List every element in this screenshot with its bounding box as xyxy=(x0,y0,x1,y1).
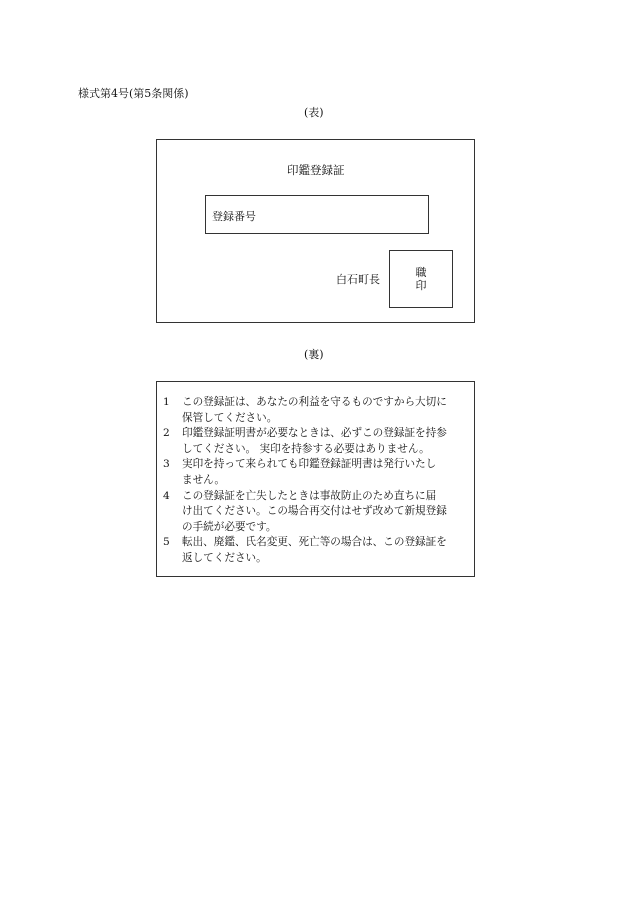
registration-card-front xyxy=(156,139,475,323)
note-number: 3 xyxy=(163,458,170,471)
note-text: この登録証は、あなたの利益を守るものですから大切に 保管してください。 xyxy=(182,396,447,424)
card-title: 印鑑登録証 xyxy=(287,163,345,177)
note-text: 印鑑登録証明書が必要なときは、必ずこの登録証を持参 してください。 実印を持参する必要はありません。 xyxy=(182,427,447,455)
official-seal-box xyxy=(389,250,453,308)
issuer-name: 白石町長 xyxy=(336,273,380,286)
note-item xyxy=(163,457,468,488)
note-text: 転出、廃鑑、氏名変更、死亡等の場合は、この登録証を 返してください。 xyxy=(182,536,447,564)
registration-number-box xyxy=(205,195,429,234)
registration-number-label: 登録番号 xyxy=(212,210,256,223)
front-side-label: (表) xyxy=(304,106,324,119)
note-text: この登録証を亡失したときは事故防止のため直ちに届 け出てください。この場合再交付はせず改めて新規登録 の手続が必要です。 xyxy=(182,489,447,533)
note-item xyxy=(163,489,468,536)
form-number: 様式第4号(第5条関係) xyxy=(78,87,189,100)
official-seal-text: 職 印 xyxy=(415,266,427,292)
note-number: 1 xyxy=(163,396,170,408)
note-number: 2 xyxy=(163,427,170,440)
registration-card-back xyxy=(156,381,475,577)
note-item xyxy=(163,535,468,566)
note-number: 4 xyxy=(163,489,170,502)
note-number: 5 xyxy=(163,536,170,549)
note-item xyxy=(163,426,468,457)
note-text: 実印を持って来られても印鑑登録証明書は発行いたし ません。 xyxy=(182,458,437,486)
back-side-label: (裏) xyxy=(304,348,324,361)
note-item xyxy=(163,395,468,426)
